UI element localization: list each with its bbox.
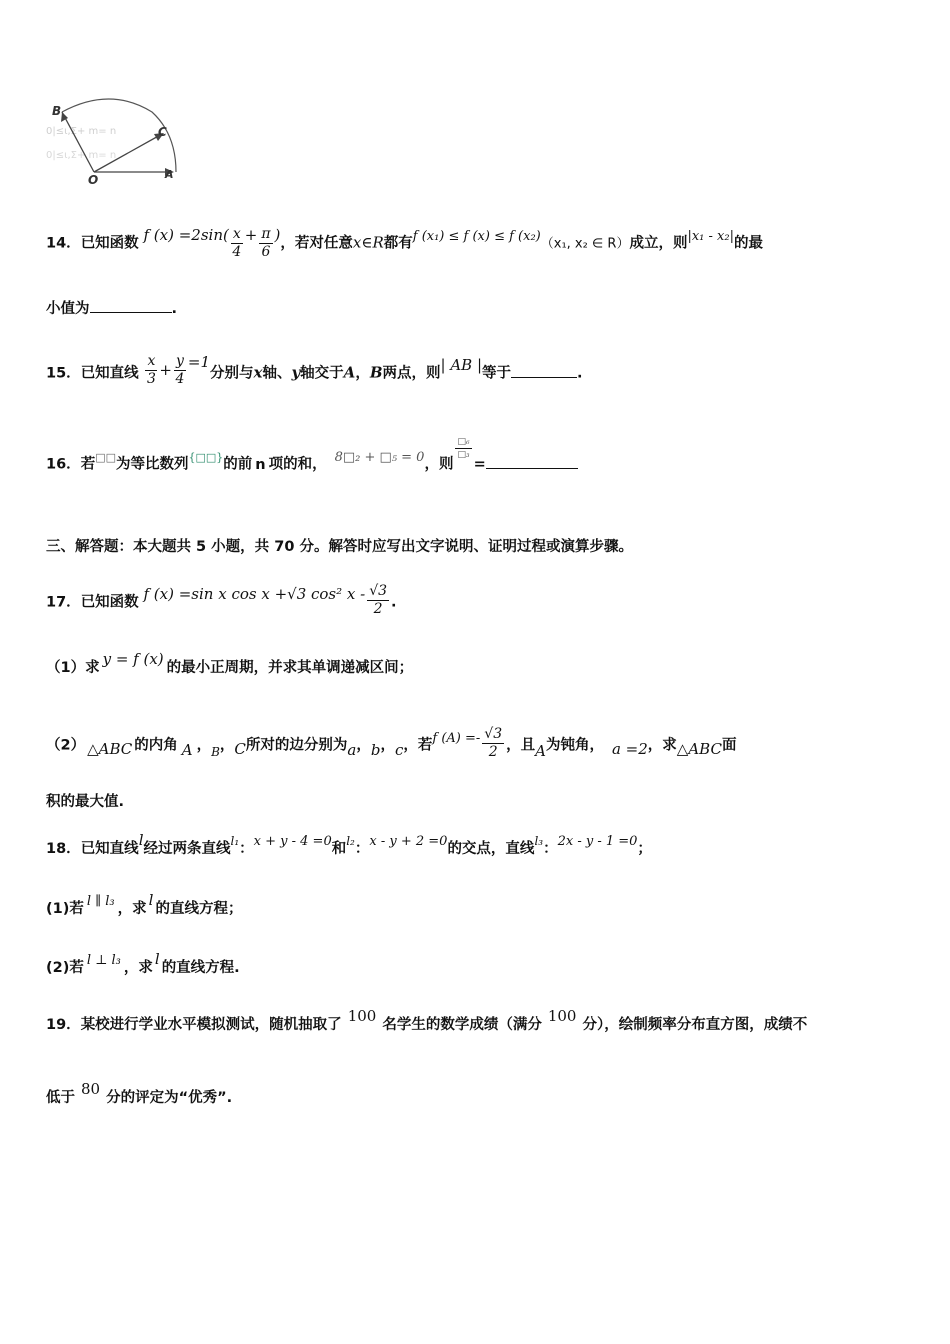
q14-abs: |x₁ - x₂| [687,228,734,244]
label-C: C [158,125,167,139]
q14-tail: 的最 [733,235,763,252]
q15-f2-num: y [175,353,184,369]
q14-frac2-den: 6 [261,244,271,260]
q18-p2-end: 的直线方程. [161,960,240,976]
q17-p2-label: （2） [46,737,86,754]
q15-pre: 已知直线 [80,365,139,382]
q14-paren: （x₁, x₂ ∈ R） [540,236,630,252]
q14-frac1 [231,226,243,261]
q16-num: 16． [46,456,81,473]
q17-p2-a: a [347,740,357,759]
q15-abs: | AB | [440,355,482,374]
q17-p2-B: B [211,744,220,759]
q18-p2-t: ，求 [123,960,153,976]
q15-tail: 等于 [482,365,511,382]
q15-f2-den: 4 [175,371,185,387]
q19-t3: 分），绘制频率分布直方图，成绩不 [582,1017,808,1033]
q15-line [46,352,910,391]
q16-answer-blank[interactable] [486,454,578,469]
q18-p1-label: (1)若 [46,901,84,917]
q18-t2: 的交点，直线 [447,841,535,857]
label-A: A [165,168,174,181]
q14-mid2: 都有 [383,235,413,252]
q17-p2-tri: △ABC [87,739,133,758]
q17-p2-tri2: △ABC [676,739,722,758]
q14-line2 [46,297,910,320]
q14-ineq: f (x₁) ≤ f (x) ≤ f (x₂) [412,228,541,244]
q16-frac-den: □₃ [457,450,470,460]
q18-line: 18．已知直线l经过两条直线$^{l_1}$：x + y - 4 =0和$^{l_2}$：x - y + 2 =0的交点，直线$^{l_3}$：2x - y - 1 =0； [46,831,652,857]
q17-frac-num: √3 [369,583,388,599]
q17-p2-t7: 面 [721,737,737,754]
q17-line [46,585,910,620]
q17-p2-frac [482,726,504,761]
q14-num: 14． [46,235,81,252]
q17-end: . [391,594,397,611]
q14-plus: + [244,225,258,244]
q18-part1 [46,891,910,921]
q19-n2: 100 [547,1007,577,1025]
q15-plus: + [159,360,172,379]
q14-func-close: ) [274,225,281,244]
ray-OB [62,112,94,172]
q18-pre: 已知直线 [80,841,139,857]
q15-end: . [577,365,583,382]
label-O: O [88,173,99,187]
q14-frac1-den: 4 [232,244,242,260]
q19-line2-pre: 低于 [46,1090,75,1106]
q14-mid: ，若对任意 [280,235,353,252]
q17-part2-line2 [46,790,910,813]
q16-mid4: ，则 [424,456,454,473]
q14-func-lhs: f (x) =2sin( [143,225,229,244]
q18-p2-label: (2)若 [46,960,84,976]
q18-l2: l₂ [346,834,355,848]
q14-frac1-num: x [232,226,241,242]
q15-eq-rhs: =1 [187,352,210,371]
q17-p2-t4: ，且 [506,737,536,754]
q18-p1-end: 的直线方程； [155,901,243,917]
q15-axis2: 轴交于 [300,365,344,382]
q15-answer-blank[interactable] [511,363,577,378]
q17-frac [367,583,389,618]
q15-post: 两点，则 [382,365,441,382]
q17-p2-fA: f (A) =- [432,730,481,746]
q17-p2-a2: a =2 [611,739,648,758]
q17-frac-den: 2 [373,601,383,617]
label-B: B [52,104,62,118]
q18-p2-rel: l ⊥ l₃ [86,953,121,968]
q17-num: 17． [46,594,81,611]
faint-text-2: 0|≤ι,Σ+ m= n [46,150,117,161]
q16-mid2: 的前 [223,456,253,473]
q18-e2: x - y + 2 =0 [369,834,448,849]
q14-cond: x∈R [352,233,384,252]
q18-p1-l: l [148,891,154,909]
q18-and: 和 [331,841,347,857]
q17-p1-label: （1）求 [46,660,100,676]
q19-n3: 80 [81,1080,101,1098]
q14-frac2-num: π [261,226,271,242]
q16-end: = [473,456,486,473]
q16-frac [455,436,471,461]
q19-line1 [46,1007,910,1036]
q19-t2: 名学生的数学成绩（满分 [382,1017,542,1033]
q17-p2-frac-den: 2 [488,744,498,760]
q18-part2 [46,950,910,980]
faint-text-1: 0|≤ι,Σ+ m= n [46,126,117,137]
q14-line2-end: . [171,301,178,317]
q16-sym1: □□ [95,450,116,464]
q15-x: x [253,363,263,382]
q17-p2-t6: ，求 [647,737,677,754]
q14-post: 成立，则 [629,235,688,252]
q15-B: B [369,363,383,382]
q17-p2-t1: 的内角 [134,737,178,754]
q15-f1-den: 3 [146,371,156,387]
q16-n: n [255,456,266,473]
q17-p2-t3: ，若 [403,737,433,754]
q17-p1-expr: y = f (x) [102,650,164,668]
section-header: 三、解答题：本大题共 5 小题，共 70 分。解答时应写出文字说明、证明过程或演算步骤。 [46,539,633,555]
q15-num: 15． [46,365,81,382]
q14-line1 [46,226,910,261]
q14-func [143,225,281,260]
q15-mid: 分别与 [210,365,254,382]
q16-mid1: 为等比数列 [115,456,189,473]
q17-pre: 已知函数 [80,594,139,611]
q16-pre: 若 [80,456,96,473]
q15-A: A [343,363,356,382]
q17-p2-A2: A [535,741,546,760]
q18-l: l [138,831,144,849]
q17-p2-frac-num: √3 [484,726,503,742]
q17-p2-t2: 所对的边分别为 [245,737,348,754]
sector-figure [40,92,190,192]
q15-eq [143,352,210,387]
q17-p1-text: 的最小正周期，并求其单调递减区间； [166,660,414,676]
q15-f1-num: x [147,353,156,369]
q18-l3: l₃ [534,834,544,848]
q19-line2-post: 分的评定为“优秀”. [106,1090,233,1106]
q17-p2-b: b [370,740,381,759]
q15-axis1: 轴、 [262,365,292,382]
q18-e1: x + y - 4 =0 [253,834,332,849]
q18-t1: 经过两条直线 [143,841,231,857]
q16-mid3: 项的和， [268,456,327,473]
q17-p2-A: A [181,740,193,759]
q14-pre: 已知函数 [80,235,139,252]
q17-part1 [46,650,910,679]
q16-line [46,437,910,477]
q18-p1-rel: l ∥ l₃ [86,894,115,909]
q18-p2-l: l [154,950,160,968]
q17-p2-c: c [394,740,404,759]
q17-p2-C: C [234,739,246,758]
q17-func: f (x) =sin x cos x +√3 cos² x - [143,584,366,603]
q18-end: ； [637,841,652,857]
q18-num: 18． [46,841,81,857]
q17-part2: （2） △ABC 的内角 A ，$_B$，C所对的边分别为a，b，c，若f (A) =- $\frac{√3}{2}$ ，且A为钝角， a =2，求△ABC面 [46,726,737,760]
q14-frac2 [259,226,272,261]
q17-p2-t5: 为钝角， [545,737,604,754]
q15-comma: ， [355,365,370,382]
q16-eq: 8□₂ + □₅ = 0 [334,449,425,465]
q14-answer-blank[interactable] [90,298,172,313]
q18-l1: l₁ [230,834,240,848]
q19-t1: 某校进行学业水平模拟测试，随机抽取了 [80,1017,342,1033]
q14-line2-text: 小值为 [46,301,90,317]
q18-e3: 2x - y - 1 =0 [557,834,638,849]
q19-num: 19． [46,1017,81,1033]
q19-line2 [46,1080,910,1109]
q18-p1-t: ，求 [117,901,147,917]
q16-sym2: {□□} [188,450,224,464]
q19-n1: 100 [347,1007,377,1025]
q16-frac-num: □₆ [457,437,470,447]
q15-y: y [291,363,301,382]
q17-p2-line2: 积的最大值. [46,794,125,810]
